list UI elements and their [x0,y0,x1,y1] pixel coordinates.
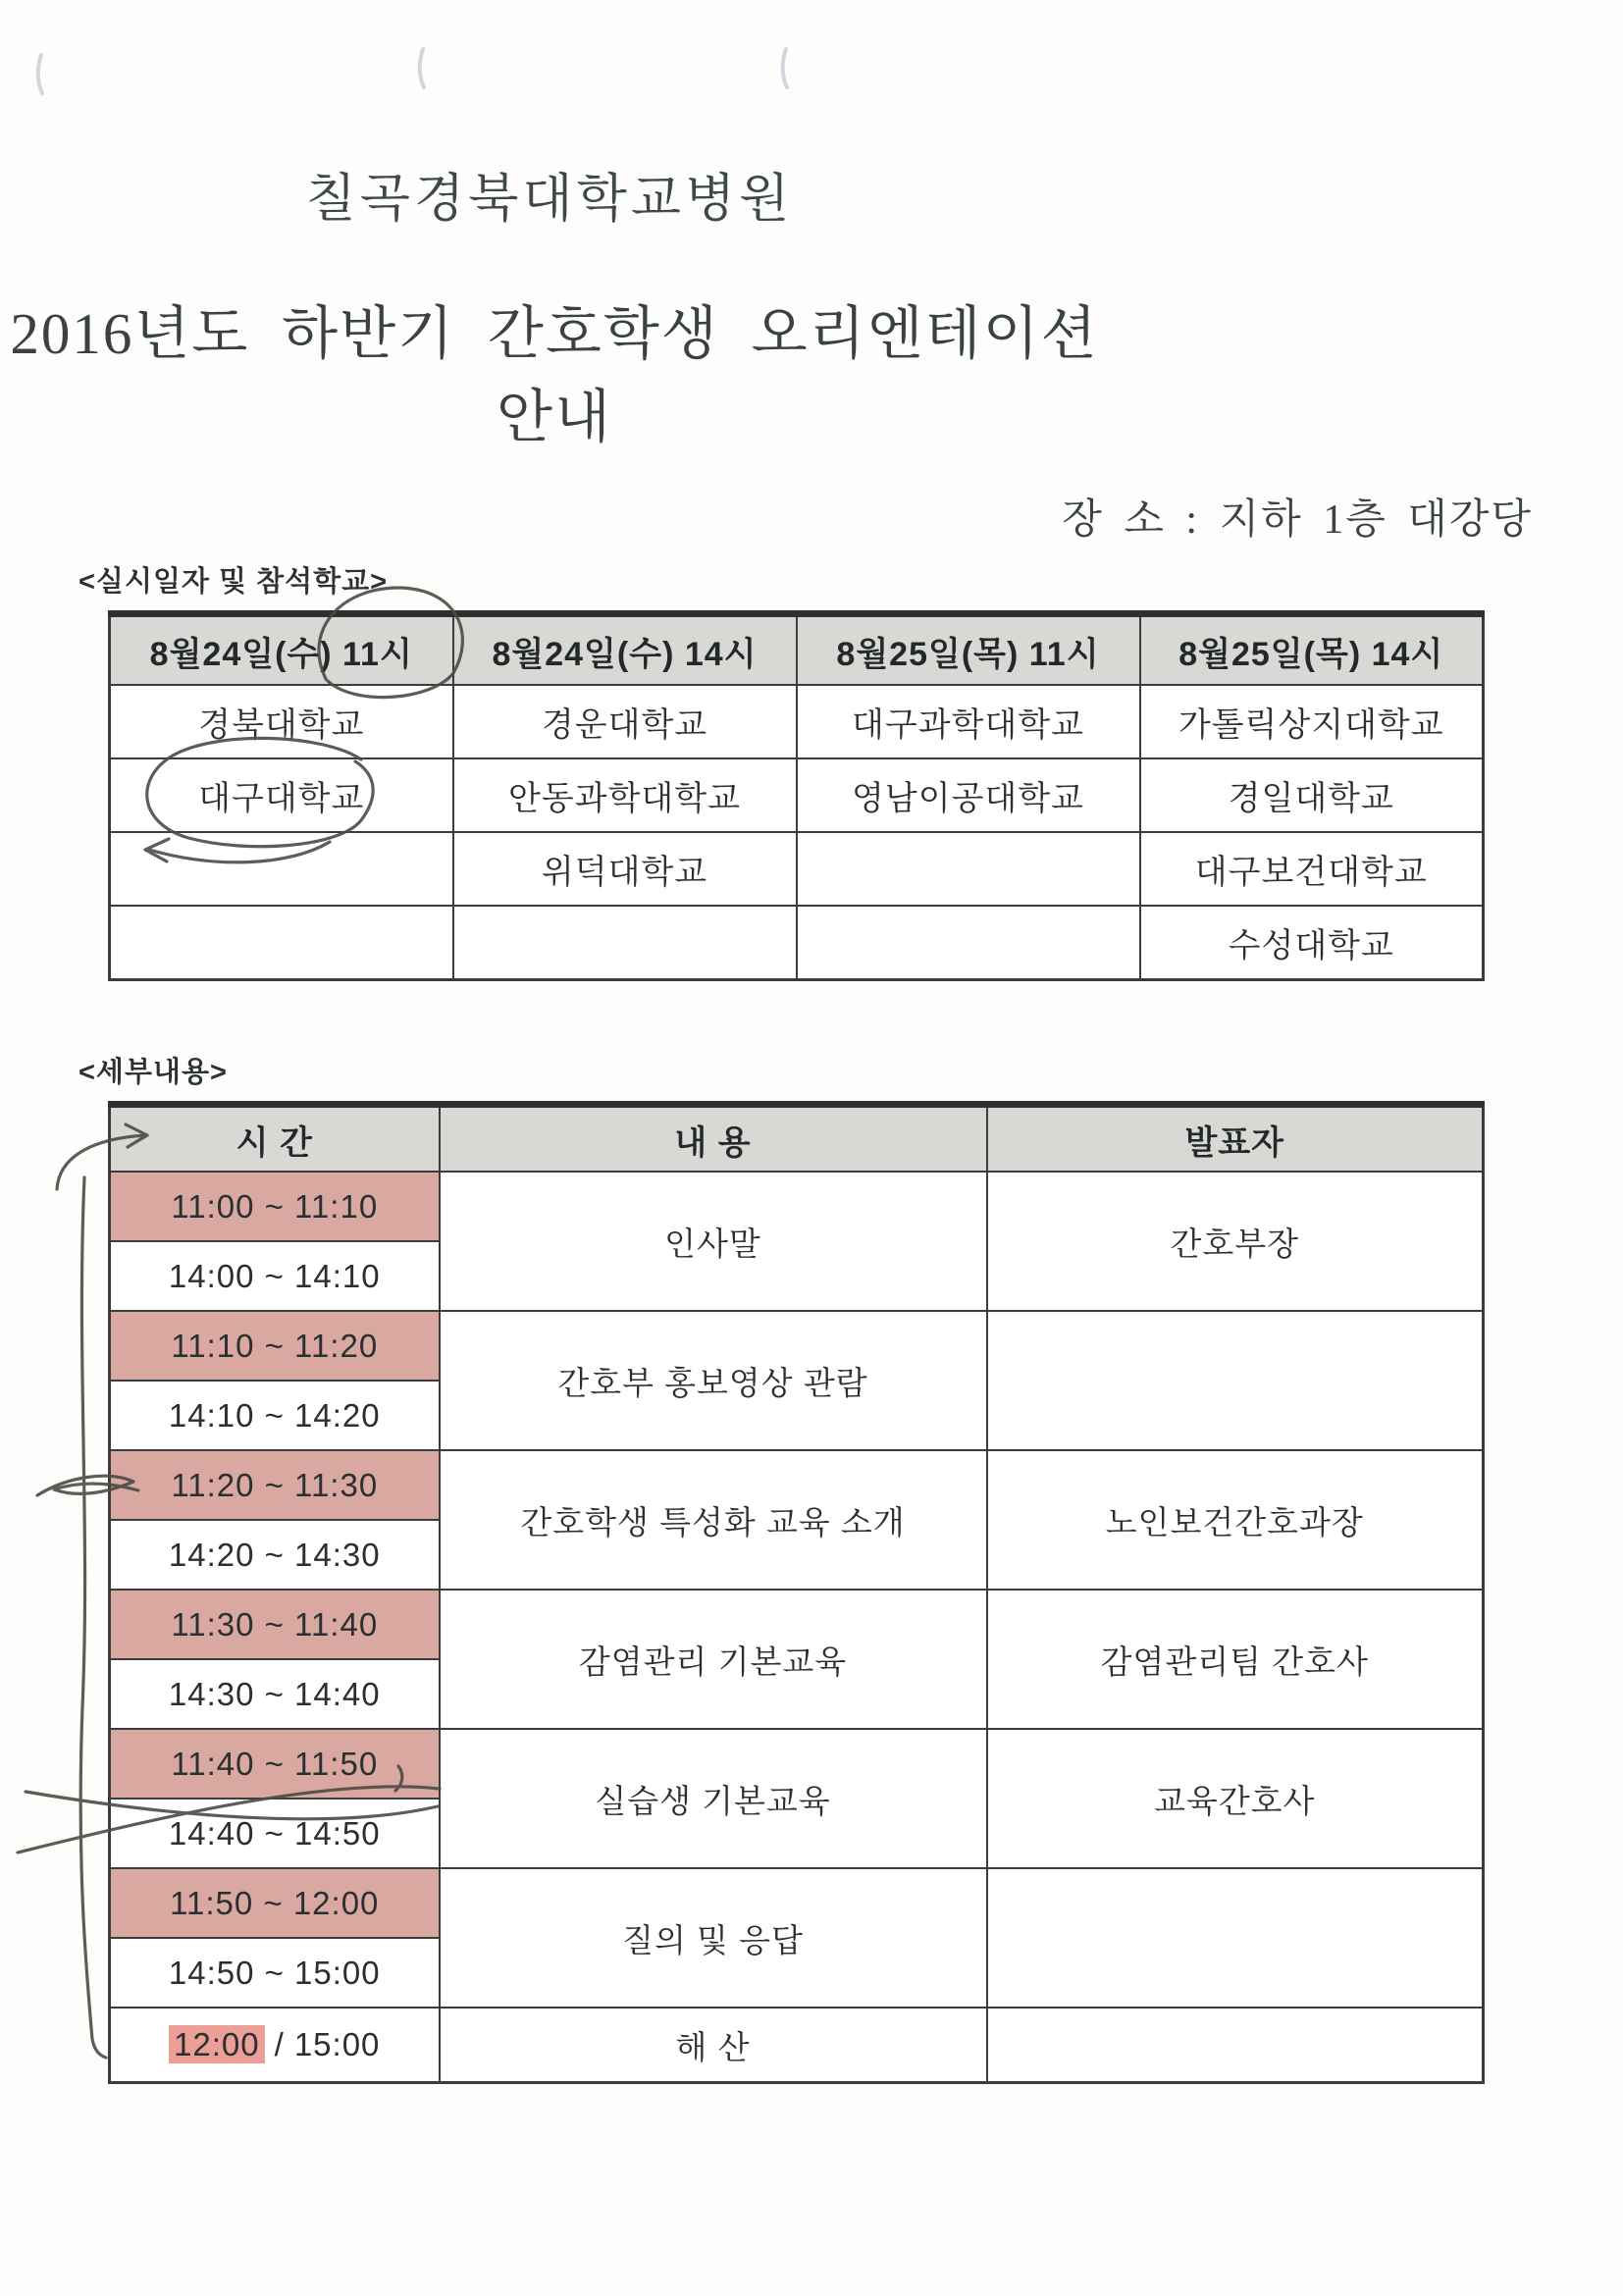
table-row [110,1450,1484,1520]
schools-col-header: 8월25일(목) 14시 [1140,614,1484,686]
school-cell: 가톨릭상지대학교 [1140,685,1484,758]
presenter-col-header: 발표자 [987,1105,1484,1173]
school-cell [797,906,1140,980]
schedule-content: 간호학생 특성화 교육 소개 [440,1450,987,1590]
schedule-header-row [110,1105,1484,1173]
table-row [110,685,1484,758]
document-title: 칠곡경북대학교병원 [305,171,794,228]
time-slot-afternoon: 14:40 ~ 14:50 [110,1799,440,1868]
pen-vertical-line [80,1177,106,2058]
dismissal-time-cell [110,2008,440,2083]
schedule-presenter [987,2008,1484,2083]
schools-col-header: 8월24일(수) 11시 [110,614,453,686]
schedule-presenter [987,1868,1484,2008]
schedule-presenter: 간호부장 [987,1172,1484,1311]
document-subtitle: 2016년도 하반기 간호학생 오리엔테이션 안내 [10,301,1099,449]
time-slot-morning: 11:00 ~ 11:10 [110,1172,440,1241]
school-cell [797,832,1140,906]
details-section-heading: <세부내용> [79,1057,228,1088]
school-cell [110,832,453,906]
schedule-content: 인사말 [440,1172,987,1311]
content-col-header: 내 용 [440,1105,987,1173]
location-line: 장 소 : 지하 1층 대강당 [1062,497,1533,543]
table-row [110,832,1484,906]
time-col-header: 시 간 [110,1105,440,1173]
time-slot-morning: 11:30 ~ 11:40 [110,1590,440,1659]
school-cell: 영남이공대학교 [797,758,1140,832]
school-cell: 대구과학대학교 [797,685,1140,758]
school-cell: 경일대학교 [1140,758,1484,832]
time-slot-morning: 11:10 ~ 11:20 [110,1311,440,1381]
schedule-content: 간호부 홍보영상 관람 [440,1311,987,1450]
table-row [110,2008,1484,2083]
schedule-content: 감염관리 기본교육 [440,1590,987,1729]
time-slot-afternoon: 14:30 ~ 14:40 [110,1659,440,1729]
school-cell: 대구보건대학교 [1140,832,1484,906]
school-cell [110,906,453,980]
table-row [110,906,1484,980]
schedule-content: 실습생 기본교육 [440,1729,987,1868]
school-cell [453,906,797,980]
school-cell: 수성대학교 [1140,906,1484,980]
scan-mark [420,49,424,87]
schedule-presenter [987,1311,1484,1450]
schools-col-header: 8월24일(수) 14시 [453,614,797,686]
time-slot-afternoon: 14:50 ~ 15:00 [110,1938,440,2008]
time-slot-morning: 11:50 ~ 12:00 [110,1868,440,1938]
time-slot-afternoon: 14:20 ~ 14:30 [110,1520,440,1590]
table-row [110,1172,1484,1241]
highlighted-time: 12:00 [169,2025,265,2063]
school-cell: 경북대학교 [110,685,453,758]
table-row [110,1868,1484,1938]
school-cell: 경운대학교 [453,685,797,758]
time-separator: / [274,2026,285,2062]
school-cell: 안동과학대학교 [453,758,797,832]
schools-section-heading: <실시일자 및 참석학교> [79,566,389,598]
schedule-content: 질의 및 응답 [440,1868,987,2008]
scan-mark [38,55,42,93]
table-row [110,1590,1484,1659]
afternoon-time: 15:00 [293,2026,381,2062]
time-slot-afternoon: 14:00 ~ 14:10 [110,1241,440,1311]
schedule-table [108,1101,1485,2084]
time-slot-morning: 11:20 ~ 11:30 [110,1450,440,1520]
schools-table [108,610,1485,981]
table-row [110,1311,1484,1381]
schools-col-header: 8월25일(목) 11시 [797,614,1140,686]
school-cell: 대구대학교 [110,758,453,832]
time-slot-afternoon: 14:10 ~ 14:20 [110,1381,440,1450]
table-row [110,1729,1484,1799]
schedule-content: 해 산 [440,2008,987,2083]
schedule-presenter: 노인보건간호과장 [987,1450,1484,1590]
schedule-presenter: 감염관리팀 간호사 [987,1590,1484,1729]
table-row [110,758,1484,832]
schools-header-row [110,614,1484,686]
schedule-presenter: 교육간호사 [987,1729,1484,1868]
scan-mark [783,49,787,87]
school-cell: 위덕대학교 [453,832,797,906]
time-slot-morning: 11:40 ~ 11:50 [110,1729,440,1799]
